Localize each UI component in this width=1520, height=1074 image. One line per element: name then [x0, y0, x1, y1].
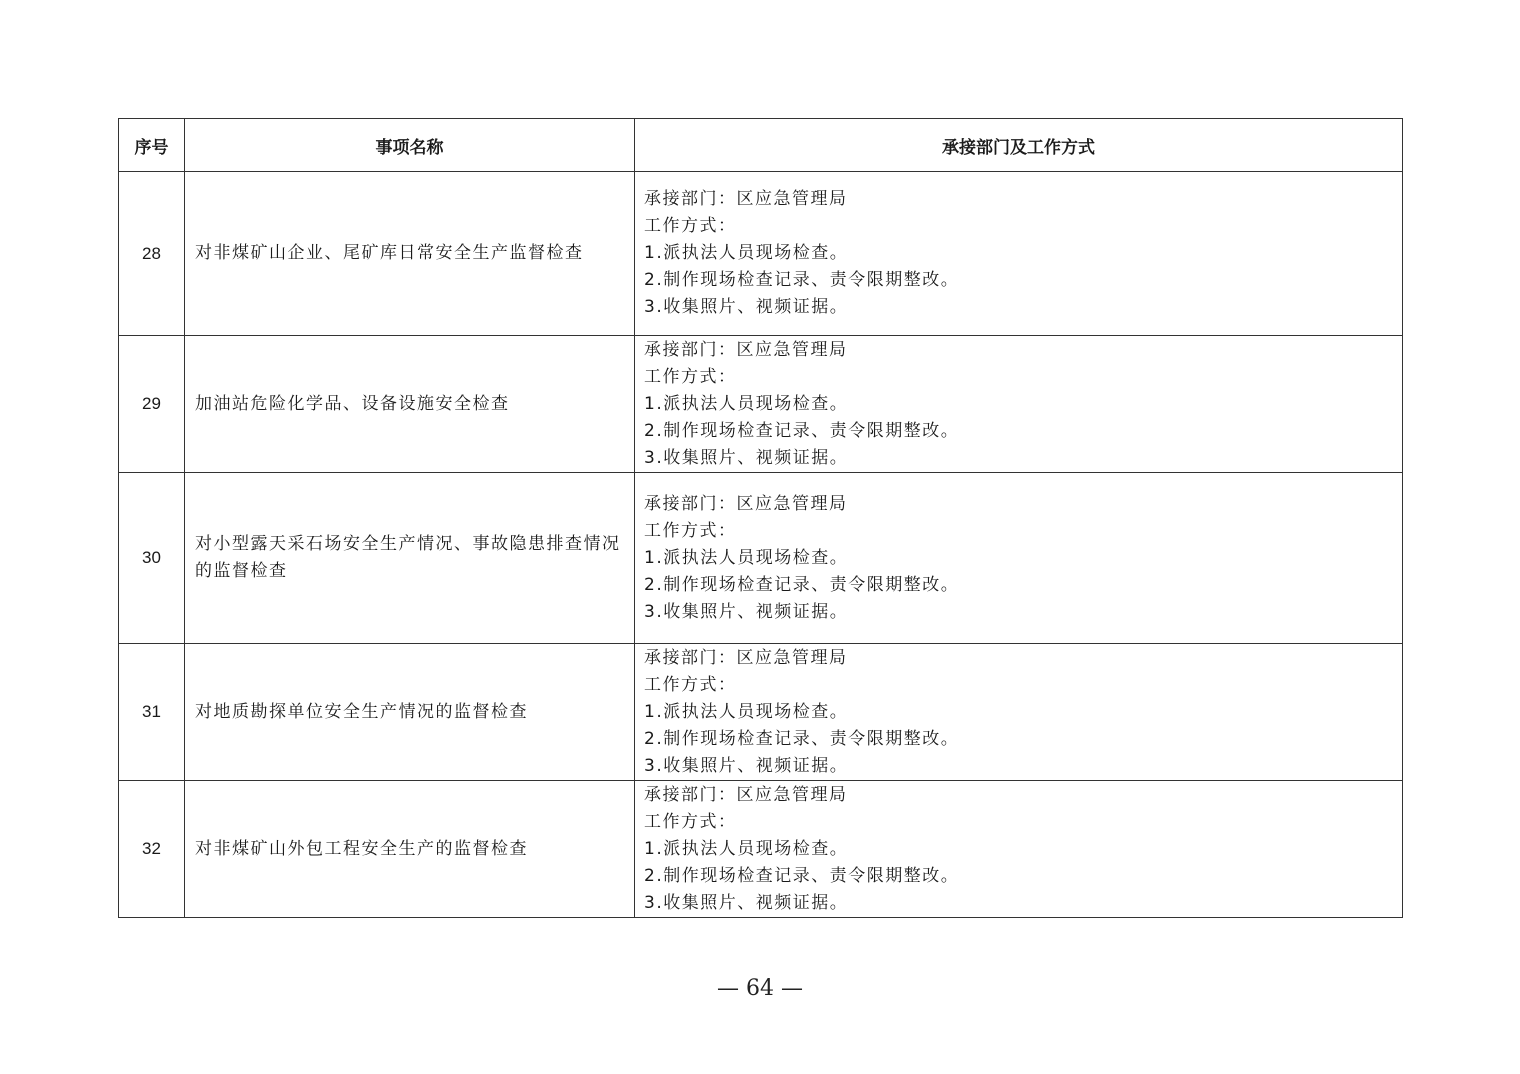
dept-line: 1.派执法人员现场检查。: [644, 701, 849, 722]
dept-line: 工作方式：: [644, 811, 737, 832]
matter-name: 对地质勘探单位安全生产情况的监督检查: [185, 644, 635, 781]
dept-method: [635, 336, 1403, 473]
table-row: [119, 781, 1403, 918]
header-dept: 承接部门及工作方式: [635, 119, 1403, 172]
dept-line: 2.制作现场检查记录、责令限期整改。: [644, 420, 960, 441]
dept-line: 承接部门：区应急管理局: [644, 784, 848, 805]
dept-line: 1.派执法人员现场检查。: [644, 838, 849, 859]
table-row: [119, 336, 1403, 473]
dept-line: 2.制作现场检查记录、责令限期整改。: [644, 865, 960, 886]
matter-name: 对非煤矿山外包工程安全生产的监督检查: [185, 781, 635, 918]
dept-line: 承接部门：区应急管理局: [644, 339, 848, 360]
header-name: 事项名称: [185, 119, 635, 172]
dept-line: 3.收集照片、视频证据。: [644, 755, 849, 776]
dept-line: 工作方式：: [644, 520, 737, 541]
table-row: [119, 172, 1403, 336]
dept-line: 承接部门：区应急管理局: [644, 189, 848, 209]
row-number: 30: [119, 473, 185, 644]
dept-line: 2.制作现场检查记录、责令限期整改。: [644, 728, 960, 749]
dept-method: [635, 644, 1403, 781]
dept-line: 1.派执法人员现场检查。: [644, 243, 849, 263]
dept-line: 承接部门：区应急管理局: [644, 493, 848, 514]
dept-line: 工作方式：: [644, 366, 737, 387]
dept-line: 工作方式：: [644, 674, 737, 695]
table-row: [119, 644, 1403, 781]
matter-name: 对非煤矿山企业、尾矿库日常安全生产监督检查: [185, 172, 635, 336]
matter-name: 加油站危险化学品、设备设施安全检查: [185, 336, 635, 473]
table-header: [119, 119, 1403, 172]
dept-line: 2.制作现场检查记录、责令限期整改。: [644, 270, 960, 290]
matters-table: [118, 118, 1403, 918]
matter-name: 对小型露天采石场安全生产情况、事故隐患排查情况的监督检查: [185, 473, 635, 644]
table-header-row: [119, 119, 1403, 172]
dept-line: 1.派执法人员现场检查。: [644, 393, 849, 414]
row-number: 31: [119, 644, 185, 781]
row-number: 28: [119, 172, 185, 336]
row-number: 32: [119, 781, 185, 918]
table-row: [119, 473, 1403, 644]
dept-method: [635, 473, 1403, 644]
dept-method: [635, 781, 1403, 918]
dept-line: 3.收集照片、视频证据。: [644, 892, 849, 913]
row-number: 29: [119, 336, 185, 473]
dept-line: 3.收集照片、视频证据。: [644, 601, 849, 622]
dept-line: 承接部门：区应急管理局: [644, 647, 848, 668]
header-no: 序号: [119, 119, 185, 172]
dept-line: 1.派执法人员现场检查。: [644, 547, 849, 568]
dept-line: 工作方式：: [644, 216, 737, 236]
dept-line: 2.制作现场检查记录、责令限期整改。: [644, 574, 960, 595]
dept-line: 3.收集照片、视频证据。: [644, 297, 849, 317]
dept-line: 3.收集照片、视频证据。: [644, 447, 849, 468]
page-number: — 64 —: [717, 976, 803, 1001]
dept-method: [635, 172, 1403, 336]
table-body: [119, 172, 1403, 918]
